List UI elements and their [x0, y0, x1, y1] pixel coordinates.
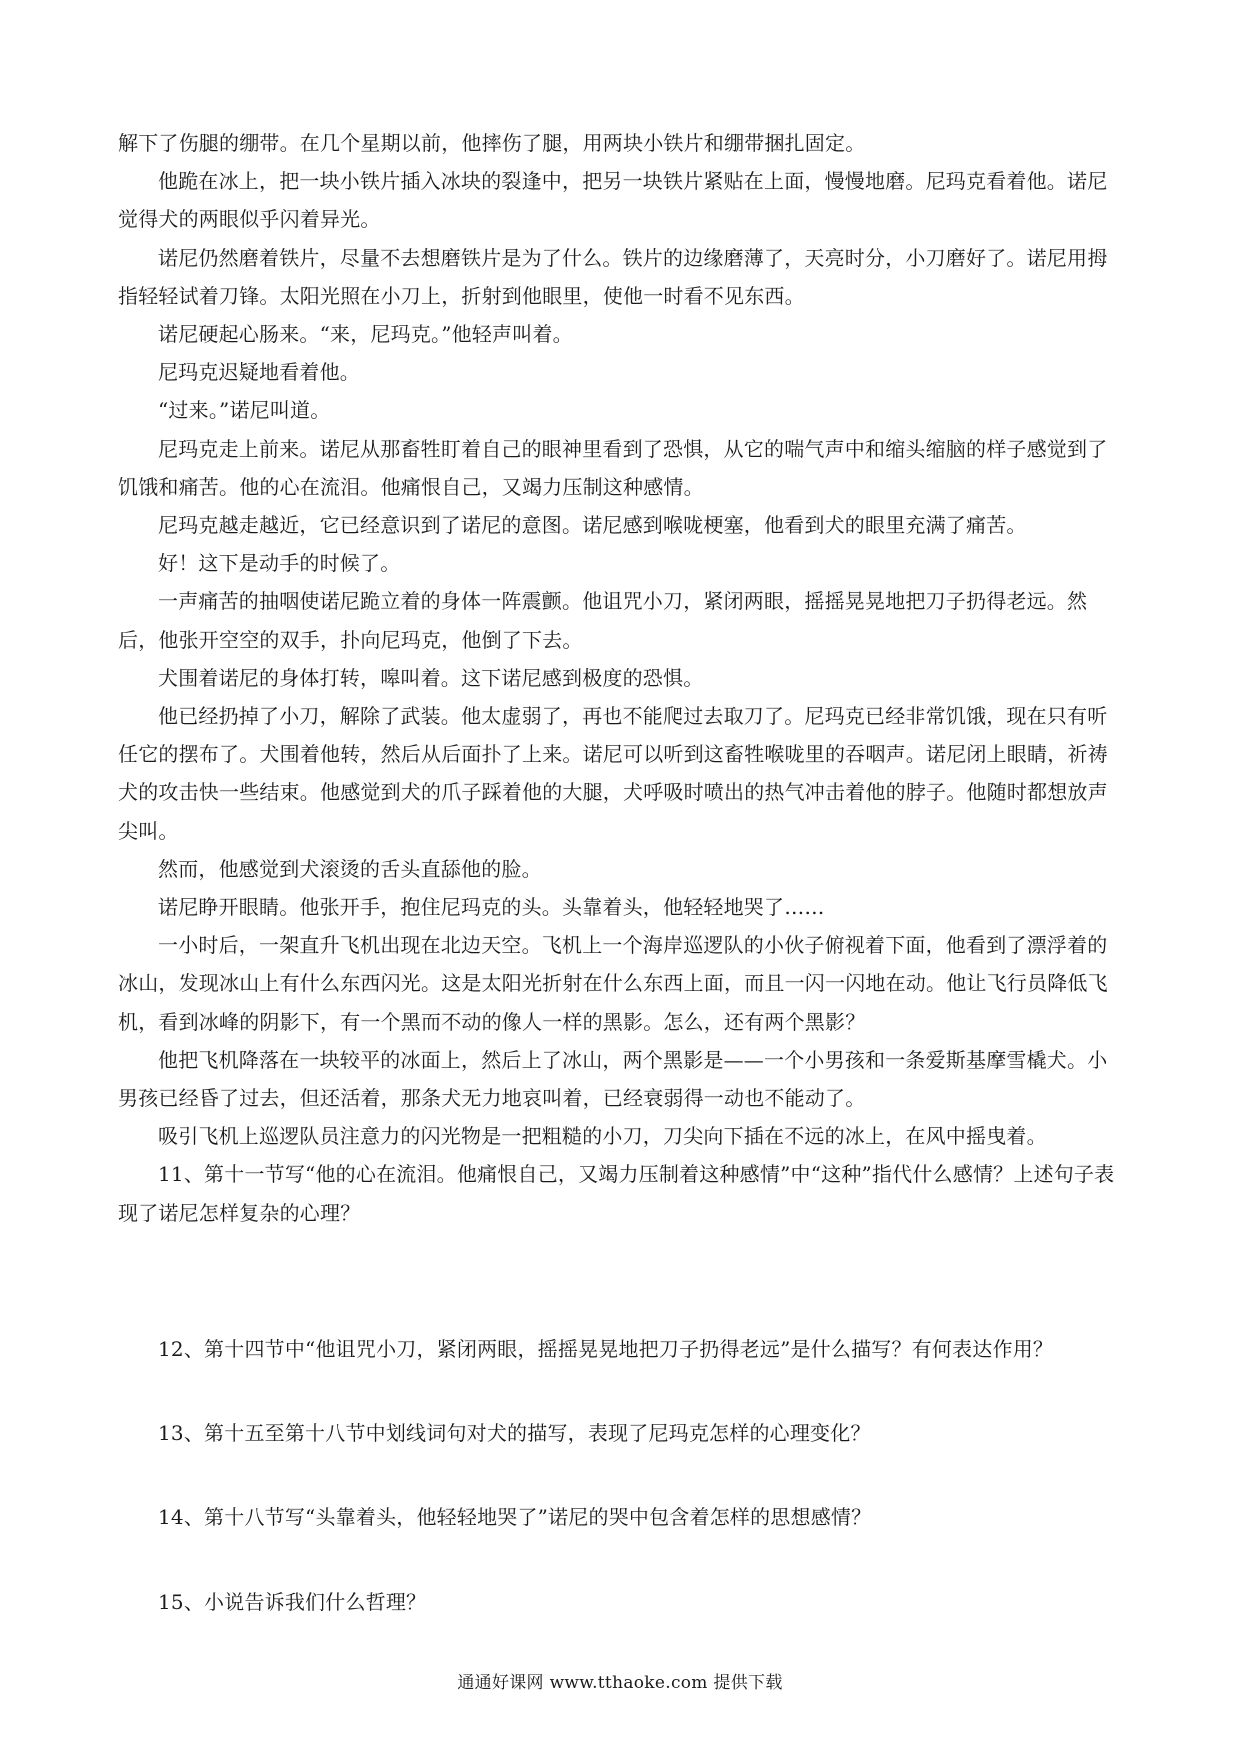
answer-space — [118, 1452, 1123, 1498]
paragraph: 然而，他感觉到犬滚烫的舌头直舔他的脸。 — [158, 856, 542, 881]
paragraph: 吸引飞机上巡逻队员注意力的闪光物是一把粗糙的小刀，刀尖向下插在不远的冰上，在风中摇曳着。 — [158, 1124, 1047, 1149]
paragraph: 尼玛克走上前来。诺尼从那畜牲盯着自己的眼神里看到了恐惧，从它的喘气声中和缩头缩脑的样子感觉到了饥饿和痛苦。他的心在流泪。他痛恨自己，又竭力压制这种感情。 — [118, 436, 1108, 499]
question-11: 11、第十一节写“他的心在流泪。他痛恨自己，又竭力压制着这种感情”中“这种”指代什么感情？上述句子表现了诺尼怎样复杂的心理？ — [118, 1162, 1115, 1225]
question-12: 12、第十四节中“他诅咒小刀，紧闭两眼，摇摇晃晃地把刀子扔得老远”是什么描写？有何表达作用？ — [158, 1336, 1054, 1361]
paragraph: 他已经扔掉了小刀，解除了武装。他太虚弱了，再也不能爬过去取刀了。尼玛克已经非常饥饿，现在只有听任它的摆布了。犬围着他转，然后从后面扑了上来。诺尼可以听到这畜牲喉咙里的吞咽声。诺尼闭上眼睛，祈祷犬的攻击快一些结束。他感觉到犬的爪子踩着他的大腿，犬呼吸时喷出的热气冲击着他的脖子。他随时都想放声尖叫。 — [118, 704, 1108, 843]
paragraph: “过来。”诺尼叫道。 — [158, 398, 331, 423]
paragraph: 尼玛克越走越近，它已经意识到了诺尼的意图。诺尼感到喉咙梗塞，他看到犬的眼里充满了痛苦。 — [158, 513, 1027, 538]
question-13: 13、第十五至第十八节中划线词句对犬的描写，表现了尼玛克怎样的心理变化？ — [158, 1421, 871, 1446]
answer-space — [118, 1368, 1123, 1414]
paragraph: 好！这下是动手的时候了。 — [158, 551, 401, 576]
paragraph: 他把飞机降落在一块较平的冰面上，然后上了冰山，两个黑影是——一个小男孩和一条爱斯基摩雪橇犬。小男孩已经昏了过去，但还活着，那条犬无力地哀叫着，已经衰弱得一动也不能动了。 — [118, 1047, 1108, 1111]
document-body — [118, 124, 1123, 1621]
paragraph: 一声痛苦的抽咽使诺尼跪立着的身体一阵震颤。他诅咒小刀，紧闭两眼，摇摇晃晃地把刀子扔得老远。然后，他张开空空的双手，扑向尼玛克，他倒了下去。 — [118, 589, 1088, 652]
paragraph: 他跪在冰上，把一块小铁片插入冰块的裂逢中，把另一块铁片紧贴在上面，慢慢地磨。尼玛克看着他。诺尼觉得犬的两眼似乎闪着异光。 — [118, 169, 1108, 232]
paragraph: 诺尼睁开眼睛。他张开手，抱住尼玛克的头。头靠着头，他轻轻地哭了…… — [158, 895, 825, 920]
paragraph: 犬围着诺尼的身体打转，嗥叫着。这下诺尼感到极度的恐惧。 — [158, 665, 704, 690]
paragraph: 解下了伤腿的绷带。在几个星期以前，他摔伤了腿，用两块小铁片和绷带捆扎固定。 — [118, 131, 866, 155]
answer-space — [118, 1232, 1123, 1330]
paragraph: 诺尼仍然磨着铁片，尽量不去想磨铁片是为了什么。铁片的边缘磨薄了，天亮时分，小刀磨好了。诺尼用拇指轻轻试着刀锋。太阳光照在小刀上，折射到他眼里，使他一时看不见东西。 — [118, 245, 1108, 308]
paragraph: 一小时后，一架直升飞机出现在北边天空。飞机上一个海岸巡逻队的小伙子俯视着下面，他看到了漂浮着的冰山，发现冰山上有什么东西闪光。这是太阳光折射在什么东西上面，而且一闪一闪地在动。他让飞行员降低飞机，看到冰峰的阴影下，有一个黑而不动的像人一样的黑影。怎么，还有两个黑影？ — [118, 933, 1108, 1034]
question-14: 14、第十八节写“头靠着头，他轻轻地哭了”诺尼的哭中包含着怎样的思想感情？ — [158, 1505, 872, 1530]
paragraph: 尼玛克迟疑地看着他。 — [158, 360, 360, 385]
paragraph: 诺尼硬起心肠来。“来，尼玛克。”他轻声叫着。 — [158, 322, 573, 347]
answer-space — [118, 1537, 1123, 1583]
page-footer: 通通好课网 www.tthaoke.com 提供下载 — [457, 1673, 783, 1693]
question-15: 15、小说告诉我们什么哲理？ — [158, 1589, 427, 1614]
